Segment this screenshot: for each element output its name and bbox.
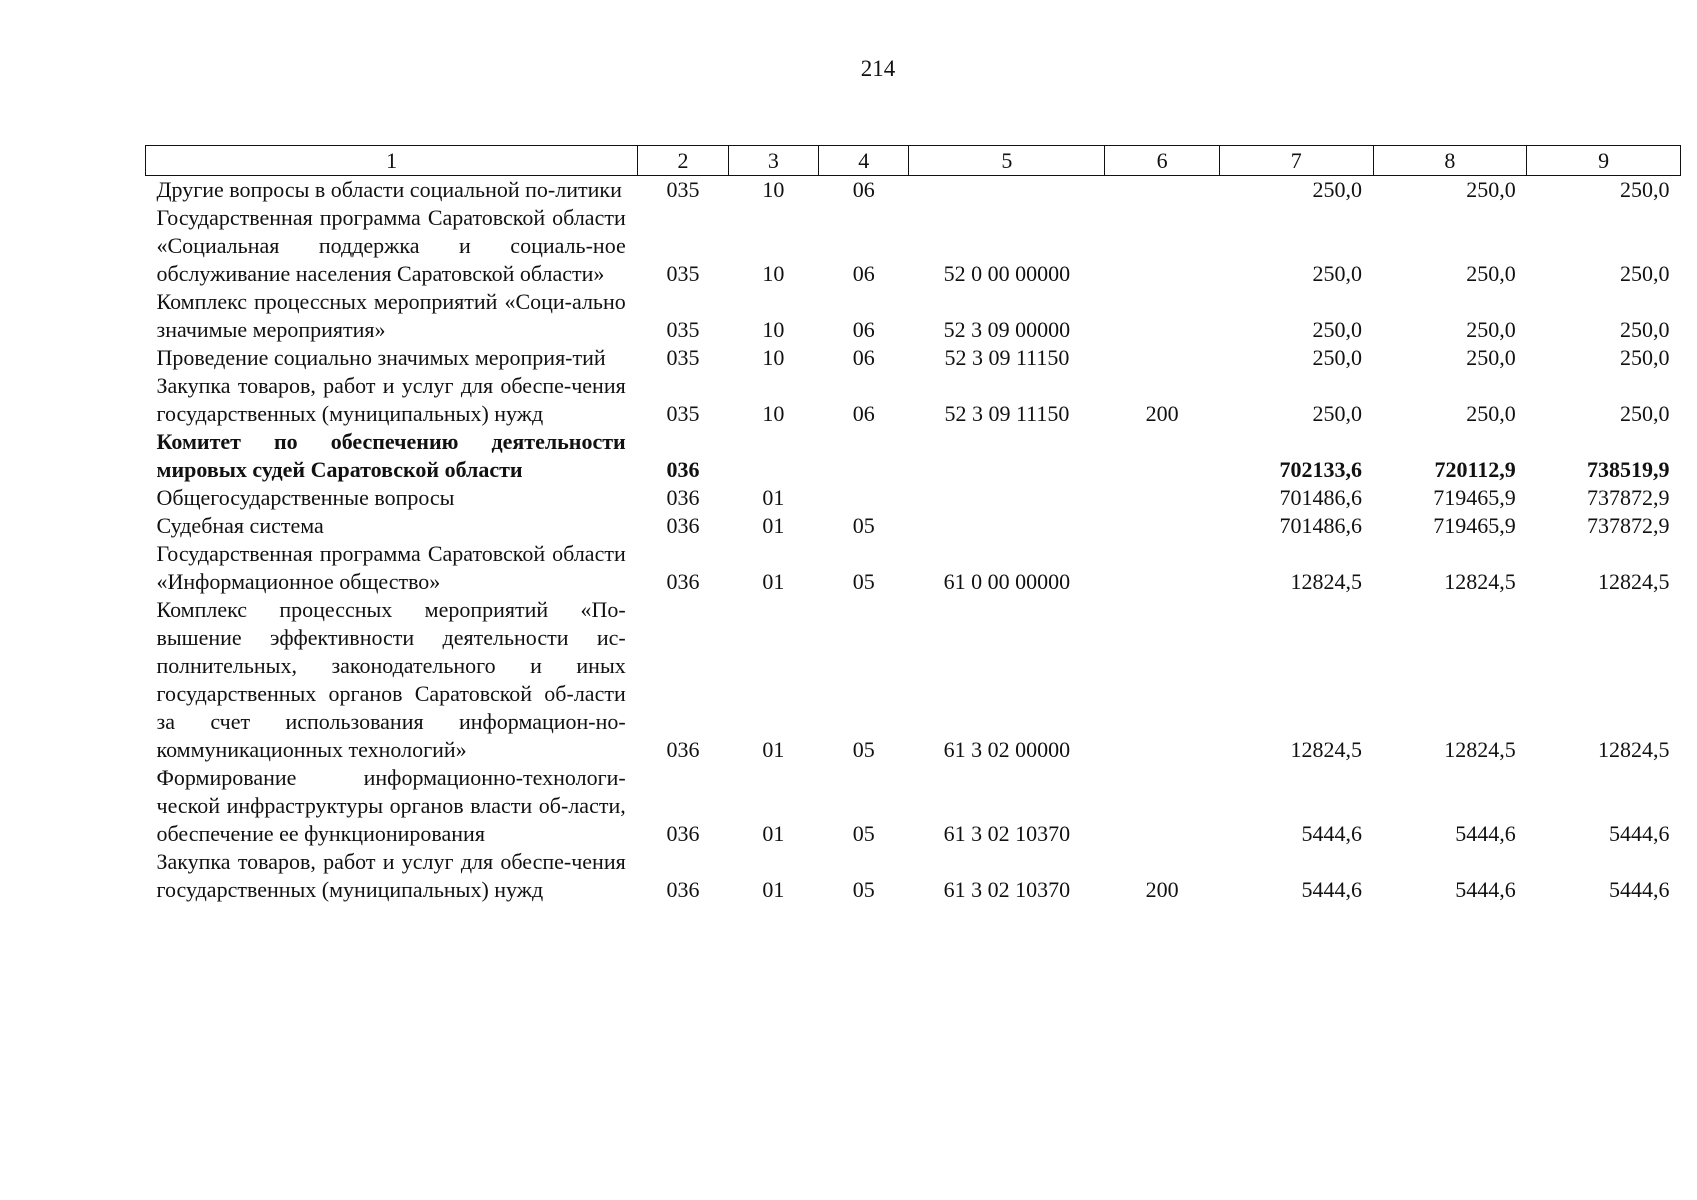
row-amount-col9: 250,0 bbox=[1620, 345, 1670, 370]
row-ministry-code: 035 bbox=[666, 261, 700, 286]
header-col-3: 3 bbox=[728, 146, 818, 176]
row-section-code: 01 bbox=[762, 485, 785, 510]
budget-table bbox=[145, 145, 1681, 904]
row-target-code bbox=[909, 512, 1105, 540]
row-subsection-code: 06 bbox=[852, 401, 875, 426]
table-row bbox=[146, 540, 1681, 596]
row-amount-col7: 12824,5 bbox=[1290, 737, 1363, 762]
row-expense-type bbox=[1105, 596, 1220, 764]
table-row bbox=[146, 512, 1681, 540]
row-name: Формирование информационно-технологи-ческой инфраструктуры органов власти об-ласти, обеспечение ее функционирования bbox=[156, 765, 626, 846]
row-expense-type bbox=[1105, 764, 1220, 848]
row-subsection-code bbox=[819, 484, 909, 512]
row-expense-type bbox=[1105, 288, 1220, 344]
row-name: Проведение социально значимых мероприя-тий bbox=[156, 345, 606, 370]
row-subsection-code: 05 bbox=[852, 821, 875, 846]
row-section-code: 01 bbox=[762, 513, 785, 538]
row-amount-col9: 250,0 bbox=[1620, 261, 1670, 286]
table-row bbox=[146, 176, 1681, 205]
header-col-4: 4 bbox=[819, 146, 909, 176]
row-name: Закупка товаров, работ и услуг для обеспе-чения государственных (муниципальных) нужд bbox=[156, 373, 626, 426]
row-expense-type: 200 bbox=[1145, 401, 1179, 426]
row-amount-col8: 5444,6 bbox=[1455, 821, 1516, 846]
row-subsection-code bbox=[819, 428, 909, 484]
row-target-code: 52 0 00 00000 bbox=[943, 261, 1071, 286]
row-subsection-code: 06 bbox=[852, 317, 875, 342]
row-expense-type: 200 bbox=[1145, 877, 1179, 902]
row-section-code: 10 bbox=[762, 317, 785, 342]
row-amount-col7: 250,0 bbox=[1312, 317, 1363, 342]
row-target-code: 61 3 02 10370 bbox=[943, 877, 1071, 902]
row-amount-col8: 12824,5 bbox=[1444, 569, 1516, 594]
row-ministry-code: 036 bbox=[666, 513, 700, 538]
row-amount-col7: 702133,6 bbox=[1279, 457, 1363, 482]
row-ministry-code: 035 bbox=[666, 345, 700, 370]
header-col-9: 9 bbox=[1527, 146, 1681, 176]
row-section-code: 10 bbox=[762, 177, 785, 202]
row-subsection-code: 05 bbox=[852, 569, 875, 594]
row-amount-col9: 250,0 bbox=[1620, 177, 1670, 202]
row-amount-col7: 701486,6 bbox=[1279, 485, 1363, 510]
row-section-code: 01 bbox=[762, 877, 785, 902]
table-header bbox=[146, 146, 1681, 176]
row-ministry-code: 036 bbox=[666, 737, 700, 762]
header-col-8: 8 bbox=[1373, 146, 1527, 176]
row-amount-col8: 5444,6 bbox=[1455, 877, 1516, 902]
row-amount-col9: 5444,6 bbox=[1609, 877, 1670, 902]
row-ministry-code: 035 bbox=[666, 317, 700, 342]
table-row bbox=[146, 484, 1681, 512]
row-amount-col8: 250,0 bbox=[1466, 317, 1516, 342]
row-amount-col7: 250,0 bbox=[1312, 261, 1363, 286]
row-ministry-code: 036 bbox=[666, 485, 700, 510]
header-col-6: 6 bbox=[1105, 146, 1220, 176]
table-row bbox=[146, 372, 1681, 428]
row-name: Другие вопросы в области социальной по-литики bbox=[156, 177, 622, 202]
row-subsection-code: 05 bbox=[852, 513, 875, 538]
row-amount-col9: 737872,9 bbox=[1587, 513, 1670, 538]
header-col-1: 1 bbox=[146, 146, 638, 176]
table-row-committee-total bbox=[146, 428, 1681, 484]
row-subsection-code: 06 bbox=[852, 177, 875, 202]
row-amount-col8: 250,0 bbox=[1466, 345, 1516, 370]
row-expense-type bbox=[1105, 204, 1220, 288]
row-target-code: 52 3 09 00000 bbox=[943, 317, 1071, 342]
row-amount-col9: 12824,5 bbox=[1598, 737, 1670, 762]
header-col-2: 2 bbox=[638, 146, 728, 176]
row-target-code: 52 3 09 11150 bbox=[944, 345, 1070, 370]
row-section-code: 01 bbox=[762, 737, 785, 762]
row-subsection-code: 06 bbox=[852, 345, 875, 370]
table-row bbox=[146, 596, 1681, 764]
row-name: Комитет по обеспечению деятельности мировых судей Саратовской области bbox=[156, 429, 626, 482]
row-amount-col8: 250,0 bbox=[1466, 177, 1516, 202]
table-row bbox=[146, 344, 1681, 372]
row-amount-col9: 250,0 bbox=[1620, 317, 1670, 342]
row-ministry-code: 036 bbox=[666, 457, 700, 482]
row-section-code: 10 bbox=[762, 401, 785, 426]
row-amount-col8: 250,0 bbox=[1466, 401, 1516, 426]
row-name: Комплекс процессных мероприятий «По-вышение эффективности деятельности ис-полнительных, законодательного и иных государственных органов Саратовской об-ласти за счет использования информацион-но-коммуникационных технологий» bbox=[156, 597, 626, 762]
row-amount-col8: 719465,9 bbox=[1433, 513, 1516, 538]
row-amount-col8: 250,0 bbox=[1466, 261, 1516, 286]
row-amount-col7: 12824,5 bbox=[1290, 569, 1363, 594]
row-section-code: 01 bbox=[762, 569, 785, 594]
row-amount-col7: 5444,6 bbox=[1301, 877, 1363, 902]
table-row bbox=[146, 764, 1681, 848]
row-subsection-code: 05 bbox=[852, 877, 875, 902]
row-name: Комплекс процессных мероприятий «Соци-ально значимые мероприятия» bbox=[156, 289, 626, 342]
row-section-code: 10 bbox=[762, 345, 785, 370]
row-amount-col8: 720112,9 bbox=[1434, 457, 1516, 482]
row-expense-type bbox=[1105, 344, 1220, 372]
row-expense-type bbox=[1105, 540, 1220, 596]
row-subsection-code: 06 bbox=[852, 261, 875, 286]
table-body bbox=[146, 176, 1681, 905]
row-amount-col9: 738519,9 bbox=[1587, 457, 1670, 482]
row-amount-col9: 5444,6 bbox=[1609, 821, 1670, 846]
row-target-code bbox=[909, 428, 1105, 484]
row-amount-col9: 12824,5 bbox=[1598, 569, 1670, 594]
row-ministry-code: 035 bbox=[666, 177, 700, 202]
row-target-code bbox=[909, 484, 1105, 512]
row-expense-type bbox=[1105, 484, 1220, 512]
row-amount-col8: 719465,9 bbox=[1433, 485, 1516, 510]
row-name: Государственная программа Саратовской области «Информационное общество» bbox=[156, 541, 626, 594]
row-amount-col7: 701486,6 bbox=[1279, 513, 1363, 538]
row-amount-col7: 5444,6 bbox=[1301, 821, 1363, 846]
row-name: Государственная программа Саратовской области «Социальная поддержка и социаль-ное обслуживание населения Саратовской области» bbox=[156, 205, 626, 286]
header-row bbox=[146, 146, 1681, 176]
table-row bbox=[146, 848, 1681, 904]
page-number: 214 bbox=[860, 56, 896, 81]
row-name: Общегосударственные вопросы bbox=[156, 485, 455, 510]
table-row bbox=[146, 288, 1681, 344]
header-col-7: 7 bbox=[1219, 146, 1373, 176]
row-expense-type bbox=[1105, 428, 1220, 484]
table-row bbox=[146, 204, 1681, 288]
row-subsection-code: 05 bbox=[852, 737, 875, 762]
row-target-code: 61 0 00 00000 bbox=[943, 569, 1071, 594]
row-expense-type bbox=[1105, 512, 1220, 540]
row-section-code bbox=[728, 428, 818, 484]
row-section-code: 10 bbox=[762, 261, 785, 286]
row-amount-col9: 250,0 bbox=[1620, 401, 1670, 426]
row-target-code: 52 3 09 11150 bbox=[944, 401, 1070, 426]
row-name: Судебная система bbox=[156, 513, 324, 538]
row-name: Закупка товаров, работ и услуг для обеспе-чения государственных (муниципальных) нужд bbox=[156, 849, 626, 902]
row-amount-col7: 250,0 bbox=[1312, 177, 1363, 202]
row-amount-col7: 250,0 bbox=[1312, 401, 1363, 426]
row-target-code bbox=[909, 176, 1105, 205]
row-amount-col9: 737872,9 bbox=[1587, 485, 1670, 510]
header-col-5: 5 bbox=[909, 146, 1105, 176]
row-section-code: 01 bbox=[762, 821, 785, 846]
row-amount-col8: 12824,5 bbox=[1444, 737, 1516, 762]
row-target-code: 61 3 02 00000 bbox=[943, 737, 1071, 762]
row-ministry-code: 036 bbox=[666, 821, 700, 846]
row-ministry-code: 035 bbox=[666, 401, 700, 426]
row-expense-type bbox=[1105, 176, 1220, 205]
row-ministry-code: 036 bbox=[666, 569, 700, 594]
row-target-code: 61 3 02 10370 bbox=[943, 821, 1071, 846]
row-amount-col7: 250,0 bbox=[1312, 345, 1363, 370]
row-ministry-code: 036 bbox=[666, 877, 700, 902]
